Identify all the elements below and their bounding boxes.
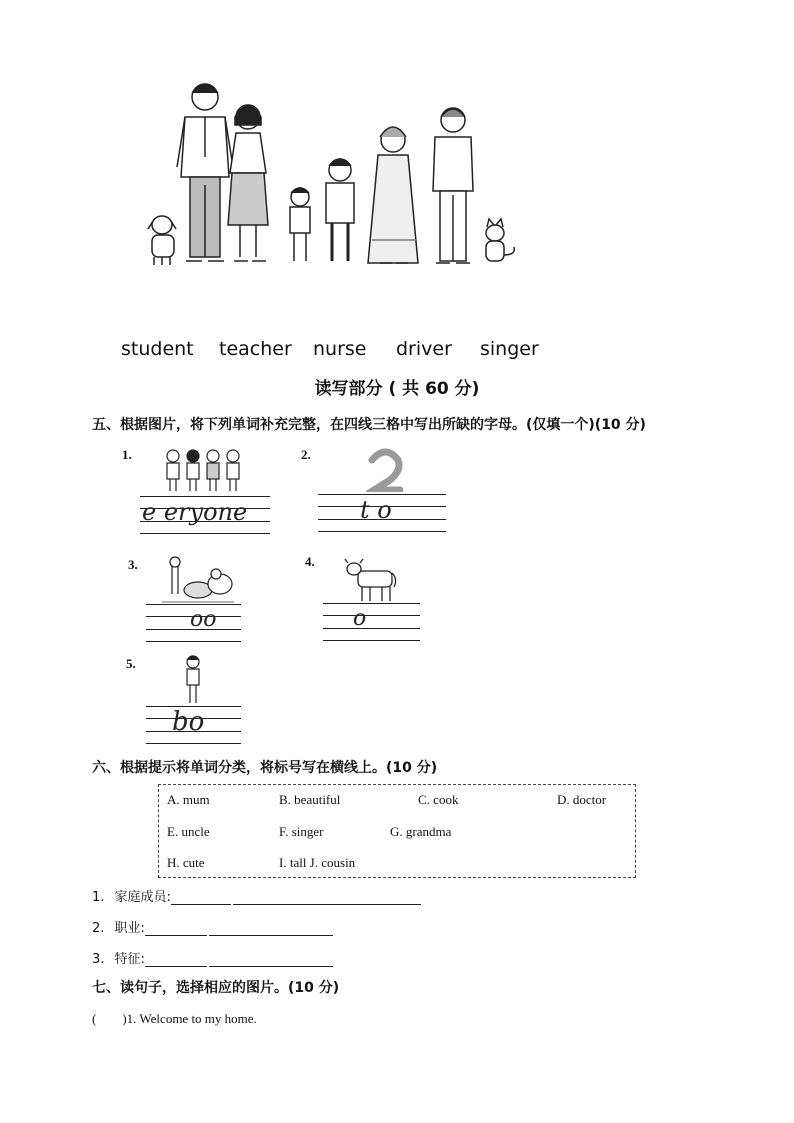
- older-boy-figure: [326, 159, 354, 261]
- answer-blank[interactable]: [171, 890, 231, 905]
- writing-lines-4: [323, 603, 420, 643]
- option-a: A. mum: [167, 792, 210, 807]
- category-label-job: 职业:: [114, 921, 145, 936]
- question-7-1: [92, 1011, 257, 1027]
- cat-figure: [486, 219, 514, 261]
- grandma-figure: [368, 127, 418, 263]
- father-figure: [177, 84, 233, 261]
- word-options-box: [158, 784, 636, 878]
- item2-number: 2.: [301, 447, 311, 462]
- zoo-animals-picture: [158, 556, 238, 604]
- category-label-family: 家庭成员:: [114, 890, 171, 905]
- answer-blank[interactable]: [145, 952, 207, 967]
- category-row-job: [92, 917, 333, 936]
- word-bank-student: student: [121, 338, 194, 360]
- section7-title: 七、读句子，选择相应的图片。(10 分): [92, 980, 340, 996]
- family-illustration: [140, 75, 520, 275]
- writing-lines-5: [146, 706, 241, 746]
- item3-word: oo: [190, 607, 217, 632]
- word-bank-singer: singer: [480, 338, 539, 360]
- answer-blank[interactable]: [233, 890, 421, 905]
- item5-word: bo: [172, 707, 205, 737]
- cow-picture: [344, 555, 398, 603]
- option-d: D. doctor: [557, 792, 607, 807]
- option-b: B. beautiful: [279, 792, 341, 807]
- option-h: H. cute: [167, 855, 205, 870]
- category-row-family: [92, 886, 421, 905]
- category-label-feature: 特征:: [114, 952, 145, 967]
- answer-blank[interactable]: [145, 921, 207, 936]
- item3-number: 3.: [128, 557, 138, 572]
- boy-picture: [183, 654, 203, 706]
- dog-figure: [148, 216, 176, 265]
- question-7-1-text: 1. Welcome to my home.: [126, 1011, 257, 1026]
- answer-parentheses[interactable]: ( ): [92, 1011, 127, 1026]
- small-boy-figure: [290, 188, 310, 261]
- mother-figure: [228, 105, 268, 261]
- answer-blank[interactable]: [209, 921, 333, 936]
- word-bank-teacher: teacher: [219, 338, 292, 360]
- children-group-picture: [163, 446, 243, 494]
- option-i-j: I. tall J. cousin: [279, 855, 356, 870]
- section6-title: 六、根据提示将单词分类，将标号写在横线上。(10 分): [92, 760, 438, 776]
- option-c: C. cook: [418, 792, 459, 807]
- item1-word: e eryone: [142, 498, 248, 526]
- section5-title: 五、根据图片，将下列单词补充完整，在四线三格中写出所缺的字母。(仅填一个)(10 分): [92, 417, 646, 433]
- category-number: 1.: [92, 890, 105, 905]
- item5-number: 5.: [126, 656, 136, 671]
- category-number: 3.: [92, 952, 105, 967]
- option-g: G. grandma: [390, 824, 452, 839]
- item2-word: t o: [360, 496, 392, 524]
- category-number: 2.: [92, 921, 105, 936]
- word-bank-nurse: nurse: [313, 338, 367, 360]
- option-f: F. singer: [279, 824, 324, 839]
- answer-blank[interactable]: [209, 952, 333, 967]
- category-row-feature: [92, 948, 333, 967]
- number-two-picture: [366, 446, 406, 492]
- writing-lines-2: [318, 494, 446, 534]
- part-title: 读写部分 ( 共 60 分): [314, 379, 480, 399]
- grandpa-figure: [433, 108, 473, 263]
- word-bank-driver: driver: [396, 338, 452, 360]
- option-e: E. uncle: [167, 824, 210, 839]
- item1-number: 1.: [122, 447, 132, 462]
- writing-lines-3: [146, 604, 241, 644]
- writing-lines-1: [140, 496, 270, 536]
- item4-number: 4.: [305, 554, 315, 569]
- item4-word: o: [353, 606, 367, 631]
